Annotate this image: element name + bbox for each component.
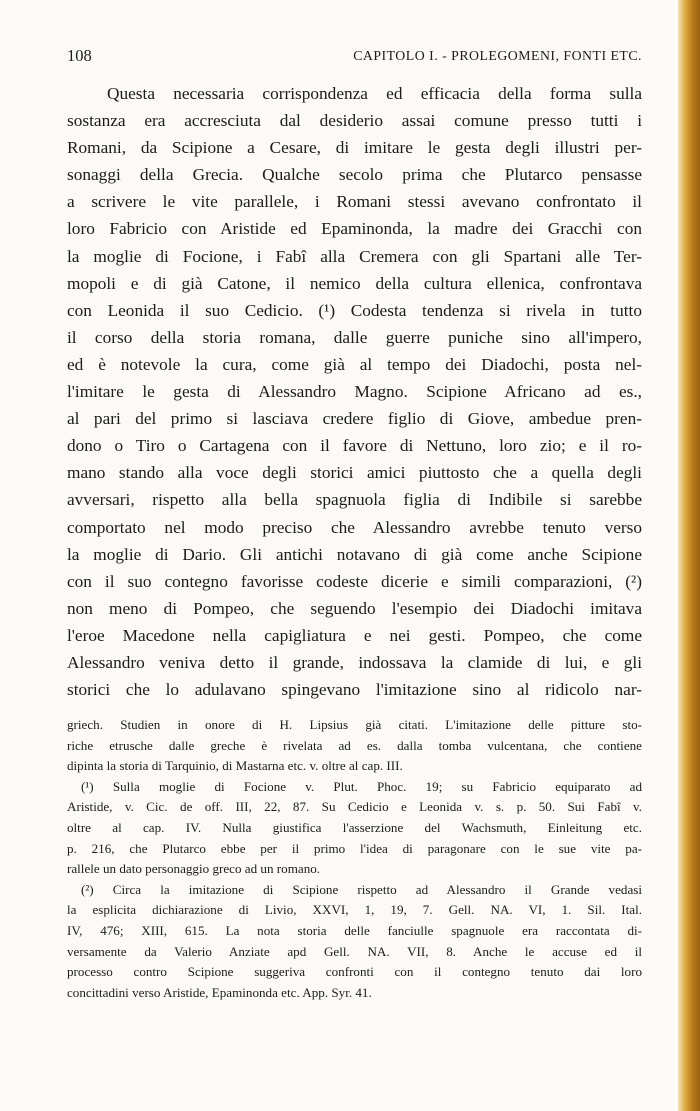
footnote-line: dipinta la storia di Tarquinio, di Mastarna etc. v. oltre al cap. III. — [67, 758, 403, 774]
body-line: con il suo contegno favorisse codeste dicerie e simili comparazioni, (²) — [67, 571, 642, 591]
body-line: l'eroe Macedone nella capigliatura e nei gesti. Pompeo, che come — [67, 625, 642, 645]
page-header — [67, 46, 642, 68]
footnote-line: (²) Circa la imitazione di Scipione rispetto ad Alessandro il Grande vedasi — [81, 881, 642, 897]
body-line: dono o Tiro o Cartagena con il favore di Nettuno, loro zio; e il ro- — [67, 436, 642, 456]
footnote-line: oltre al cap. IV. Nulla giustifica l'asserzione del Wachsmuth, Einleitung etc. — [67, 819, 642, 835]
body-line: a scrivere le vite parallele, i Romani stessi avevano confrontato il — [67, 192, 642, 212]
footnote-line: p. 216, che Plutarco ebbe per il primo l'idea di paragonare con le sue vite pa- — [67, 840, 642, 856]
footnotes — [67, 715, 642, 1003]
footnote-line: IV, 476; XIII, 615. La nota storia delle fanciulle spagnuole era raccontata di- — [67, 922, 642, 938]
body-line: sostanza era accresciuta dal desiderio assai comune presso tutti i — [67, 111, 642, 131]
footnote-line: processo contro Scipione suggeriva confronti con il contegno tenuto dai loro — [67, 964, 642, 980]
body-line: Questa necessaria corrispondenza ed efficacia della forma sulla — [107, 84, 642, 103]
body-line: avversari, rispetto alla bella spagnuola figlia di Indibile si sarebbe — [67, 490, 642, 510]
body-line: comportato nel modo preciso che Alessandro avrebbe tenuto verso — [67, 517, 642, 537]
body-line: il corso della storia romana, dalle guerre puniche sino all'impero, — [67, 327, 642, 347]
page-number: 108 — [67, 46, 92, 65]
body-line: non meno di Pompeo, che seguendo l'esempio dei Diadochi imitava — [67, 598, 642, 618]
body-line: Alessandro veniva detto il grande, indossava la clamide di lui, e gli — [67, 652, 642, 672]
footnote-line: la esplicita dichiarazione di Livio, XXVI, 1, 19, 7. Gell. NA. VI, 1. Sil. Ital. — [67, 902, 642, 918]
body-line: la moglie di Focione, i Fabî alla Cremera con gli Spartani alle Ter- — [67, 246, 642, 266]
body-line: Romani, da Scipione a Cesare, di imitare le gesta degli illustri per- — [67, 138, 642, 158]
body-line: con Leonida il suo Cedicio. (¹) Codesta tendenza si rivela in tutto — [67, 300, 642, 320]
body-line: sonaggi della Grecia. Qualche secolo prima che Plutarco pensasse — [67, 165, 642, 185]
body-line: la moglie di Dario. Gli antichi notavano di già come anche Scipione — [67, 544, 642, 564]
body-line: mopoli e di già Catone, il nemico della cultura ellenica, confrontava — [67, 273, 642, 293]
footnote-line: riche etrusche dalle greche è rivelata ad es. dalla tomba vulcentana, che contiene — [67, 737, 642, 753]
running-title: CAPITOLO I. - PROLEGOMENI, FONTI ETC. — [353, 48, 642, 63]
footnote-line: concittadini verso Aristide, Epaminonda etc. App. Syr. 41. — [67, 984, 372, 1000]
body-line: ed è notevole la cura, come già al tempo dei Diadochi, posta nel- — [67, 354, 642, 374]
footnote-line: rallele un dato personaggio greco ad un romano. — [67, 861, 321, 877]
footnote-line: (¹) Sulla moglie di Focione v. Plut. Phoc. 19; su Fabricio equiparato ad — [81, 778, 642, 794]
footnote-line: versamente da Valerio Anziate apd Gell. NA. VII, 8. Anche le accuse ed il — [67, 943, 642, 959]
body-line: al pari del primo si lasciava credere figlio di Giove, ambedue pren- — [67, 409, 642, 429]
book-spine-edge — [678, 0, 700, 1111]
footnote-line: Aristide, v. Cic. de off. III, 22, 87. Su Cedicio e Leonida v. s. p. 50. Sui Fabî v. — [67, 799, 642, 815]
body-line: loro Fabricio con Aristide ed Epaminonda, la madre dei Gracchi con — [67, 219, 642, 239]
body-line: l'imitare le gesta di Alessandro Magno. Scipione Africano ad es., — [67, 382, 642, 402]
body-line: mano stando alla voce degli storici amici piuttosto che a quella degli — [67, 463, 642, 483]
body-line: storici che lo adulavano spingevano l'imitazione sino al ridicolo nar- — [67, 680, 642, 700]
body-text — [67, 80, 642, 703]
footnote-line: griech. Studien in onore di H. Lipsius già citati. L'imitazione delle pitture sto- — [67, 717, 642, 732]
